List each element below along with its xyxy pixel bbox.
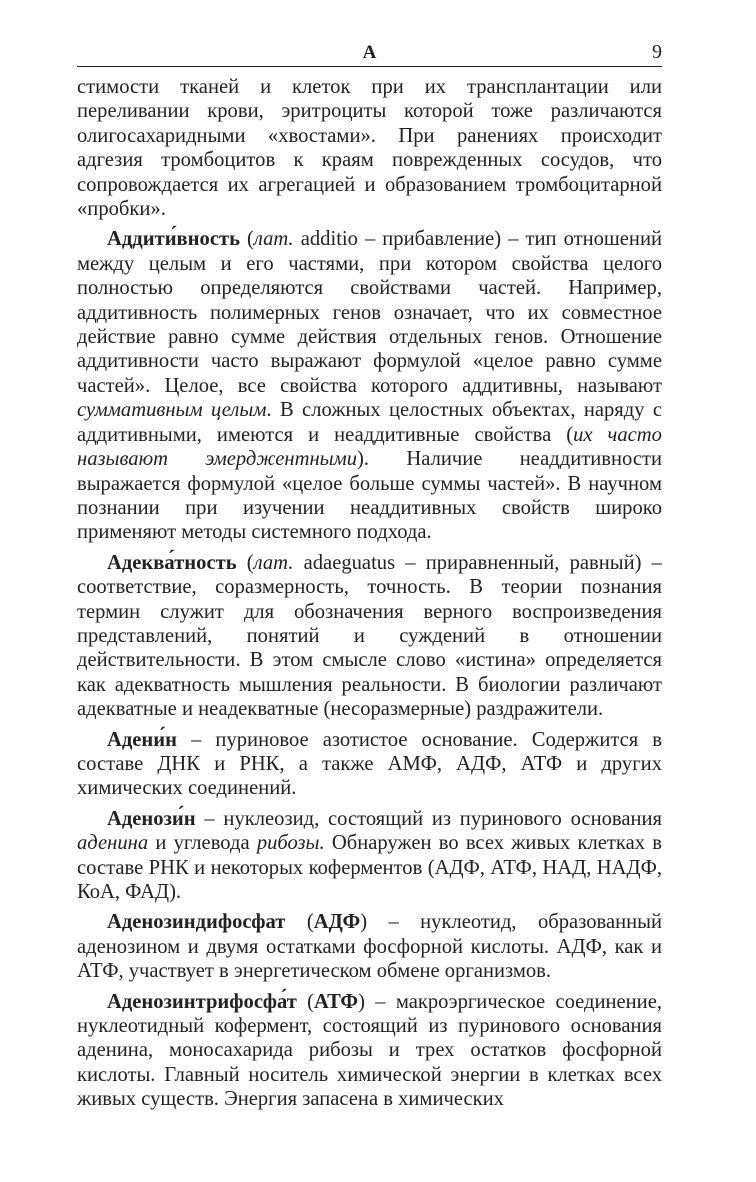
entry-text: ). Наличие неаддитивности выражается формулой «целое больше суммы частей». В научном познании при изучении неаддитивных свойств широко применяют методы системного подхода. xyxy=(77,448,662,544)
page-body xyxy=(77,75,662,1112)
entry-text: – нуклеозид, состоящий из пуринового основания xyxy=(195,807,662,830)
entry-adenozintrifosfat xyxy=(77,990,662,1112)
entry-lat-label: лат. xyxy=(253,228,294,251)
entry-adenozin xyxy=(77,807,662,905)
entry-adenin xyxy=(77,728,662,801)
entry-term: Аддити́вность xyxy=(107,228,240,251)
entry-term: Аденозинтрифосфа́т xyxy=(107,990,297,1013)
entry-text: additio – прибавление) – тип отношений между целым и его частями, при котором свойства целого полностью определяются свойствами частей. Например, аддитивность полимерных генов означает, что их совместное действие равно сумме действия отдельных генов. Отношение аддитивности часто выражают формулой «целое равно сумме частей». Целое, все свойства которого аддитивны, называют xyxy=(77,228,662,397)
entry-term: Аденозиндифосфат xyxy=(107,911,286,934)
entry-adekvatnost xyxy=(77,551,662,722)
entry-additivnost xyxy=(77,227,662,544)
entry-text: . В сложных целостных объектах, наряду с аддитивными, имеются и неаддитивные свойства ( xyxy=(77,399,663,446)
entry-text: ( xyxy=(236,551,254,574)
entry-adenozindifosfat xyxy=(77,910,662,983)
entry-text: adaeguatus – приравненный, равный) – соответствие, соразмерность, точность. В теории познания термин служит для обозначения верного воспроизведения представлений, понятий и суждений в отношении действительности. В этом смысле слово «истина» определяется как адекватность мышления реальности. В биологии различают адекватные и неадекватные (несоразмерные) раздражители. xyxy=(77,551,662,721)
entry-term: Аденози́н xyxy=(107,807,196,830)
running-header xyxy=(77,36,662,67)
entry-term: Адени́н xyxy=(107,728,178,751)
entry-italic-term: аденина xyxy=(77,832,149,855)
entry-term: Адеква́тность xyxy=(107,551,237,574)
entry-text: ) – макроэргическое соединение, нуклеотидный кофермент, состоящий из пуринового основания аденина, моносахарида рибозы и трех остатков фосфорной кислоты. Главный носитель химической энергии в клетках всех живых существ. Энергия запасена в химических xyxy=(77,990,662,1111)
entry-text: ( xyxy=(240,228,254,251)
book-page xyxy=(77,36,662,1112)
entry-abbreviation: АТФ xyxy=(314,990,359,1013)
entry-text: ( xyxy=(285,911,314,934)
continued-paragraph: стимости тканей и клеток при их трансплантации или переливании крови, эритроциты которой тоже различаются олигосахаридными «хвостами». При ранениях происходит адгезия тромбоцитов к краям поврежденных сосудов, что сопровождается их агрегацией и образованием тромбоцитарной «пробки». xyxy=(77,76,662,221)
entry-abbreviation: АДФ xyxy=(313,911,361,934)
page-number: 9 xyxy=(652,41,662,63)
entry-text: Обнаружен во всех живых клетках в составе РНК и некоторых коферментов (АДФ, АТФ, НАД, НАДФ, КоА, ФАД). xyxy=(77,832,662,903)
entry-italic-term: их часто называют эмерджентными xyxy=(77,423,662,471)
entry-text: – пуриновое азотистое основание. Содержится в составе ДНК и РНК, а также АМФ, АДФ, АТФ и других химических соединений. xyxy=(77,728,662,800)
entry-lat-label: лат. xyxy=(253,551,294,574)
entry-italic-term: суммативным целым xyxy=(77,399,267,422)
entry-text: и углевода xyxy=(148,832,257,855)
entry-text: ( xyxy=(296,990,315,1013)
entry-text: ) – нуклеотид, образованный аденозином и двумя остатками фосфорной кислоты. АДФ, как и АТФ, участвует в энергетическом обмене организмов. xyxy=(77,911,663,983)
entry-italic-term: рибозы. xyxy=(256,832,325,855)
section-letter: А xyxy=(362,42,377,63)
